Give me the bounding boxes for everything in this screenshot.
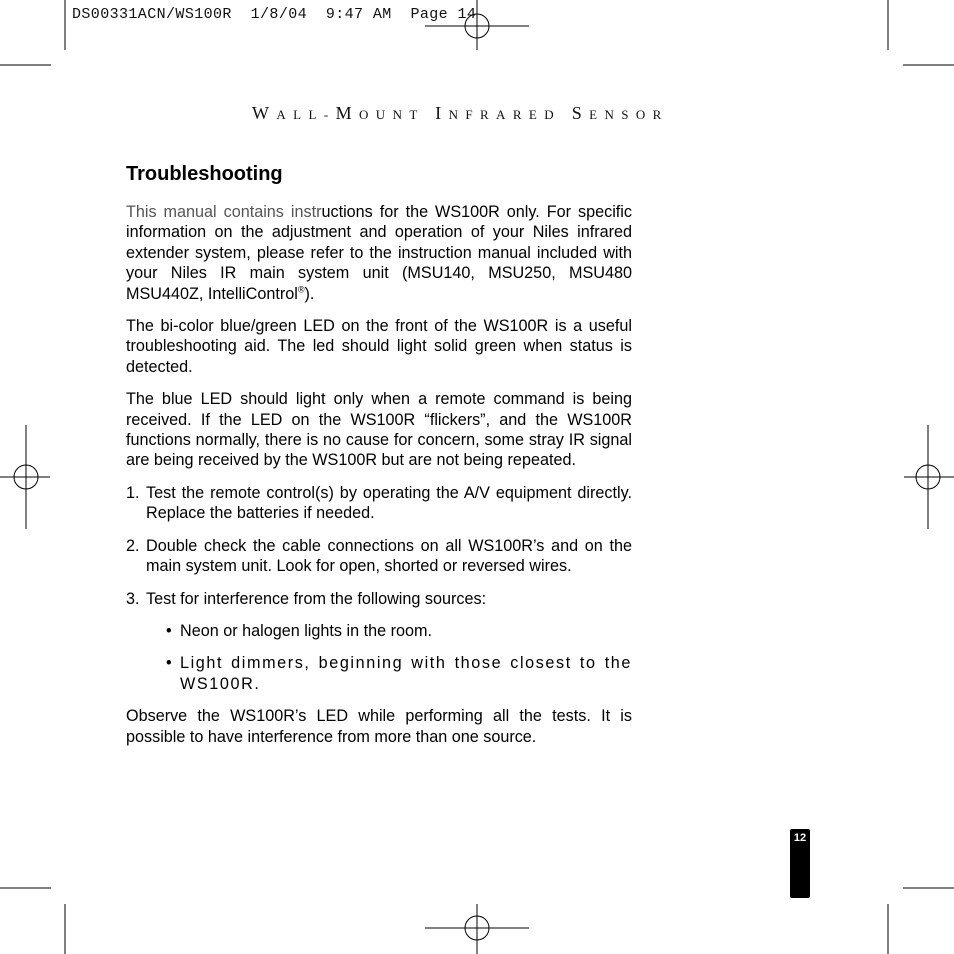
registration-mark-right <box>904 425 954 529</box>
list-item: 2. Double check the cable connections on all WS100R’s and on the main system unit. Look for open, shorted or reversed wires. <box>126 536 632 576</box>
printer-slug: DS00331ACN/WS100R 1/8/04 9:47 AM Page 14 <box>72 6 477 23</box>
section-title: Troubleshooting <box>126 163 283 185</box>
sources-list <box>146 621 632 694</box>
running-head: WALL-MOUNT INFRARED SENSOR <box>252 103 669 123</box>
list-item: • Light dimmers, beginning with those closest to the WS100R. <box>166 654 632 693</box>
led-paragraph: The bi-color blue/green LED on the front of the WS100R is a useful troubleshooting aid. The led should light solid green when status is detected. <box>126 317 632 376</box>
closing-paragraph: Observe the WS100R’s LED while performing all the tests. It is possible to have interference from more than one source. <box>126 707 632 746</box>
steps-list <box>126 483 632 694</box>
registration-mark-bottom <box>425 904 529 954</box>
list-item: • Neon or halogen lights in the room. <box>166 621 432 640</box>
page-number-tab <box>790 829 810 898</box>
page-number: 12 <box>793 832 807 844</box>
registration-mark-left <box>0 425 50 529</box>
list-item: 1. Test the remote control(s) by operating the A/V equipment directly. Replace the batteries if needed. <box>126 483 632 523</box>
list-item: 3. Test for interference from the following sources: • Neon or halogen lights in the room. • Light dimmers, beginning with those closest to the WS100R. <box>126 589 632 693</box>
intro-paragraph: This manual contains instructions for the WS100R only. For specific information on the adjustment and operation of your Niles infrared extender system, please refer to the instruction manual included with your Niles IR main system unit (MSU140, MSU250, MSU480 MSU440Z, IntelliControl®). <box>126 203 632 303</box>
blue-led-paragraph: The blue LED should light only when a remote command is being received. If the LED on the WS100R “flickers”, and the WS100R functions normally, there is no cause for concern, some stray IR signal are being received by the WS100R but are not being repeated. <box>126 390 632 470</box>
main-content <box>126 160 632 759</box>
